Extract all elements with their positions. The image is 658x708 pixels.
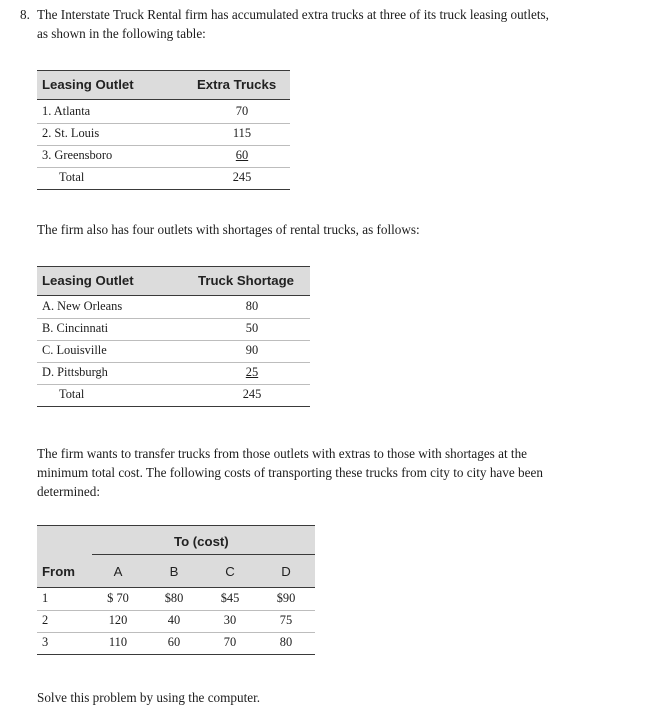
table-row	[37, 362, 310, 385]
from-label: 1	[42, 591, 49, 605]
header-extra-trucks: Extra Trucks	[197, 77, 277, 92]
table-row	[37, 296, 310, 319]
table-row	[37, 318, 310, 341]
question-intro	[37, 5, 627, 43]
table-header	[37, 70, 290, 100]
header-col-b: B	[169, 564, 179, 579]
cost-cell: 80	[279, 635, 293, 649]
outlet-value: 50	[245, 321, 259, 335]
outlet-value: 115	[232, 126, 252, 140]
header-col-c: C	[225, 564, 235, 579]
transfer-intro	[37, 444, 627, 501]
table-row	[37, 610, 315, 633]
total-label: Total	[59, 387, 85, 401]
total-row	[37, 167, 290, 190]
outlet-value: 80	[245, 299, 259, 313]
outlet-value: 25	[245, 365, 259, 379]
cost-cell: $45	[220, 591, 240, 605]
intro-line-1: The Interstate Truck Rental firm has accumulated extra trucks at three of its truck leasing outlets,	[37, 7, 549, 22]
cost-cell: $80	[164, 591, 184, 605]
cost-cell: 60	[167, 635, 181, 649]
cost-cell: 30	[223, 613, 237, 627]
question-number: 8.	[20, 7, 30, 22]
from-label: 2	[42, 613, 49, 627]
total-value: 245	[242, 387, 262, 401]
outlet-name: C. Louisville	[42, 343, 107, 357]
header-to-cost: To (cost)	[174, 534, 229, 549]
cost-cell: 110	[108, 635, 128, 649]
extra-trucks-table	[37, 70, 290, 190]
table-row	[37, 101, 290, 124]
outlet-value: 90	[245, 343, 259, 357]
header-truck-shortage: Truck Shortage	[198, 273, 295, 288]
outlet-name: 3. Greensboro	[42, 148, 113, 162]
from-label: 3	[42, 635, 49, 649]
table-header	[37, 266, 310, 296]
truck-shortage-table	[37, 266, 310, 411]
total-value: 245	[232, 170, 252, 184]
header-leasing-outlet: Leasing Outlet	[42, 273, 134, 288]
header-from: From	[42, 564, 75, 579]
outlet-value: 70	[235, 104, 249, 118]
header-leasing-outlet: Leasing Outlet	[42, 77, 134, 92]
cost-cell: 70	[223, 635, 237, 649]
cost-cell: 75	[279, 613, 293, 627]
cost-table	[37, 525, 315, 659]
outlet-name: B. Cincinnati	[42, 321, 109, 335]
outlet-value: 60	[235, 148, 249, 162]
outlet-name: D. Pittsburgh	[42, 365, 108, 379]
shortage-intro: The firm also has four outlets with shortages of rental trucks, as follows:	[37, 222, 420, 237]
header-col-d: D	[281, 564, 291, 579]
transfer-line-2: minimum total cost. The following costs of transporting these trucks from city to city have been	[37, 465, 543, 480]
outlet-name: A. New Orleans	[42, 299, 123, 313]
intro-line-2: as shown in the following table:	[37, 26, 206, 41]
cost-cell: 40	[167, 613, 181, 627]
transfer-line-1: The firm wants to transfer trucks from those outlets with extras to those with shortages at the	[37, 446, 528, 461]
table-row	[37, 340, 310, 363]
table-row	[37, 123, 290, 146]
header-col-a: A	[113, 564, 123, 579]
total-row	[37, 384, 310, 407]
transfer-line-3: determined:	[37, 484, 100, 499]
table-row	[37, 632, 315, 655]
cost-cell: $90	[276, 591, 296, 605]
total-label: Total	[59, 170, 85, 184]
header-divider	[92, 554, 315, 555]
outlet-name: 1. Atlanta	[42, 104, 91, 118]
table-row	[37, 145, 290, 168]
table-row	[37, 588, 315, 611]
cost-cell: 120	[108, 613, 128, 627]
outlet-name: 2. St. Louis	[42, 126, 100, 140]
cost-cell: $ 70	[107, 591, 129, 605]
closing-instruction: Solve this problem by using the computer.	[37, 690, 261, 705]
